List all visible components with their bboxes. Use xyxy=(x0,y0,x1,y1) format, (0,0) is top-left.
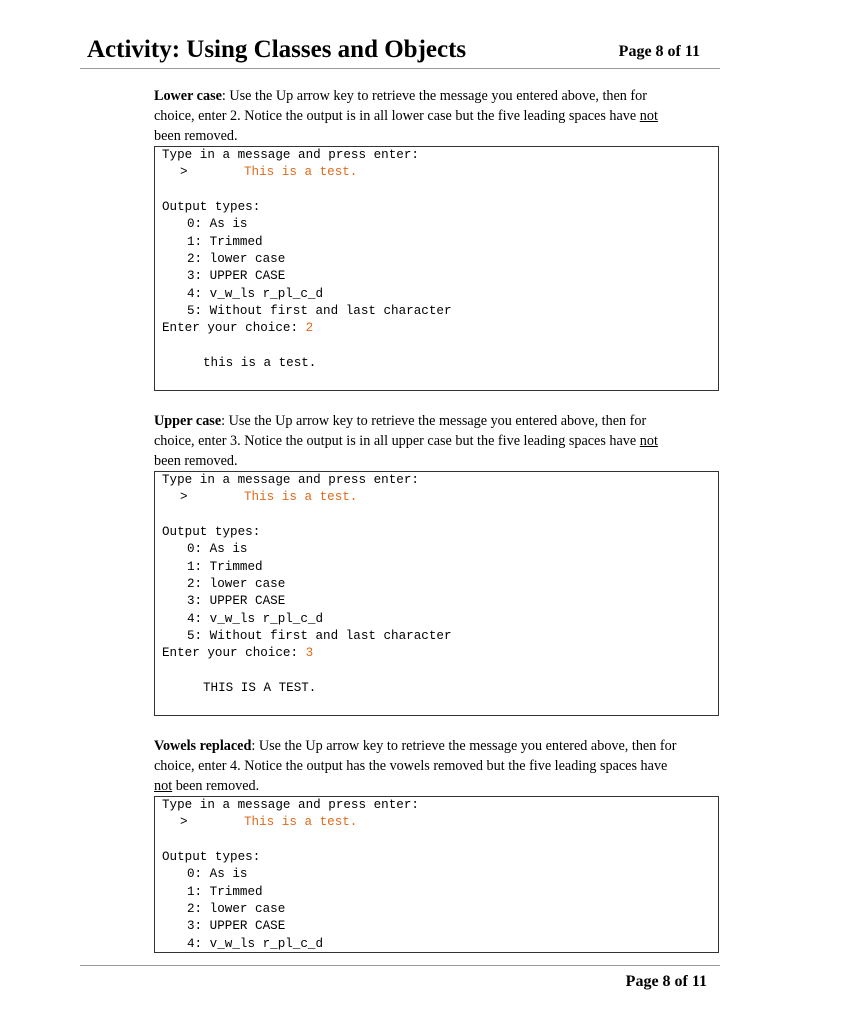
option-item: 2: lower case xyxy=(187,252,286,266)
option-item: 3: UPPER CASE xyxy=(187,594,286,608)
upper-case-console xyxy=(154,471,719,716)
lower-case-console xyxy=(154,146,719,391)
lower-case-instructions: Lower case: Use the Up arrow key to retrieve the message you entered above, then for choice, enter 2. Notice the output is in all lower case but the five leading spaces have not been removed. xyxy=(154,88,658,144)
user-input: This is a test. xyxy=(244,165,358,179)
user-choice: 3 xyxy=(305,646,314,660)
option-item: 3: UPPER CASE xyxy=(187,269,286,283)
option-item: 1: Trimmed xyxy=(187,885,263,899)
output-types-header: Output types: xyxy=(162,200,261,214)
option-item: 3: UPPER CASE xyxy=(187,919,286,933)
footer-page-number: Page 8 of 11 xyxy=(625,973,707,990)
console-output: THIS IS A TEST. xyxy=(203,681,317,695)
user-choice: 2 xyxy=(305,321,314,335)
output-types-header: Output types: xyxy=(162,850,261,864)
user-input: This is a test. xyxy=(244,815,358,829)
option-item: 2: lower case xyxy=(187,902,286,916)
console-output: this is a test. xyxy=(203,356,317,370)
section-label: Vowels replaced xyxy=(154,738,252,754)
vowels-replaced-instructions: Vowels replaced: Use the Up arrow key to retrieve the message you entered above, then for choice, enter 4. Notice the output has the vowels removed but the five leading spaces have not been removed. xyxy=(154,738,677,794)
option-item: 1: Trimmed xyxy=(187,235,263,249)
option-item: 5: Without first and last character xyxy=(187,304,452,318)
input-marker: > xyxy=(180,490,188,504)
output-types-header: Output types: xyxy=(162,525,261,539)
section-label: Upper case xyxy=(154,413,222,429)
option-item: 2: lower case xyxy=(187,577,286,591)
console-prompt: Type in a message and press enter: xyxy=(162,473,419,487)
option-item: 4: v_w_ls r_pl_c_d xyxy=(187,937,324,951)
header-page-number: Page 8 of 11 xyxy=(618,43,700,60)
user-input: This is a test. xyxy=(244,490,358,504)
option-item: 0: As is xyxy=(187,867,248,881)
input-marker: > xyxy=(180,165,188,179)
option-item: 4: v_w_ls r_pl_c_d xyxy=(187,612,324,626)
page-footer xyxy=(80,965,720,990)
option-item: 0: As is xyxy=(187,542,248,556)
document-title: Activity: Using Classes and Objects xyxy=(87,36,467,63)
upper-case-instructions: Upper case: Use the Up arrow key to retrieve the message you entered above, then for choice, enter 3. Notice the output is in all upper case but the five leading spaces have not been removed. xyxy=(154,413,658,469)
vowels-replaced-console xyxy=(154,796,719,953)
console-prompt: Type in a message and press enter: xyxy=(162,148,419,162)
option-item: 0: As is xyxy=(187,217,248,231)
section-label: Lower case xyxy=(154,88,222,104)
option-item: 1: Trimmed xyxy=(187,560,263,574)
page-header xyxy=(80,34,720,69)
choice-line: Enter your choice: 2 xyxy=(162,321,314,335)
input-marker: > xyxy=(180,815,188,829)
console-prompt: Type in a message and press enter: xyxy=(162,798,419,812)
option-item: 4: v_w_ls r_pl_c_d xyxy=(187,287,324,301)
choice-line: Enter your choice: 3 xyxy=(162,646,314,660)
option-item: 5: Without first and last character xyxy=(187,629,452,643)
